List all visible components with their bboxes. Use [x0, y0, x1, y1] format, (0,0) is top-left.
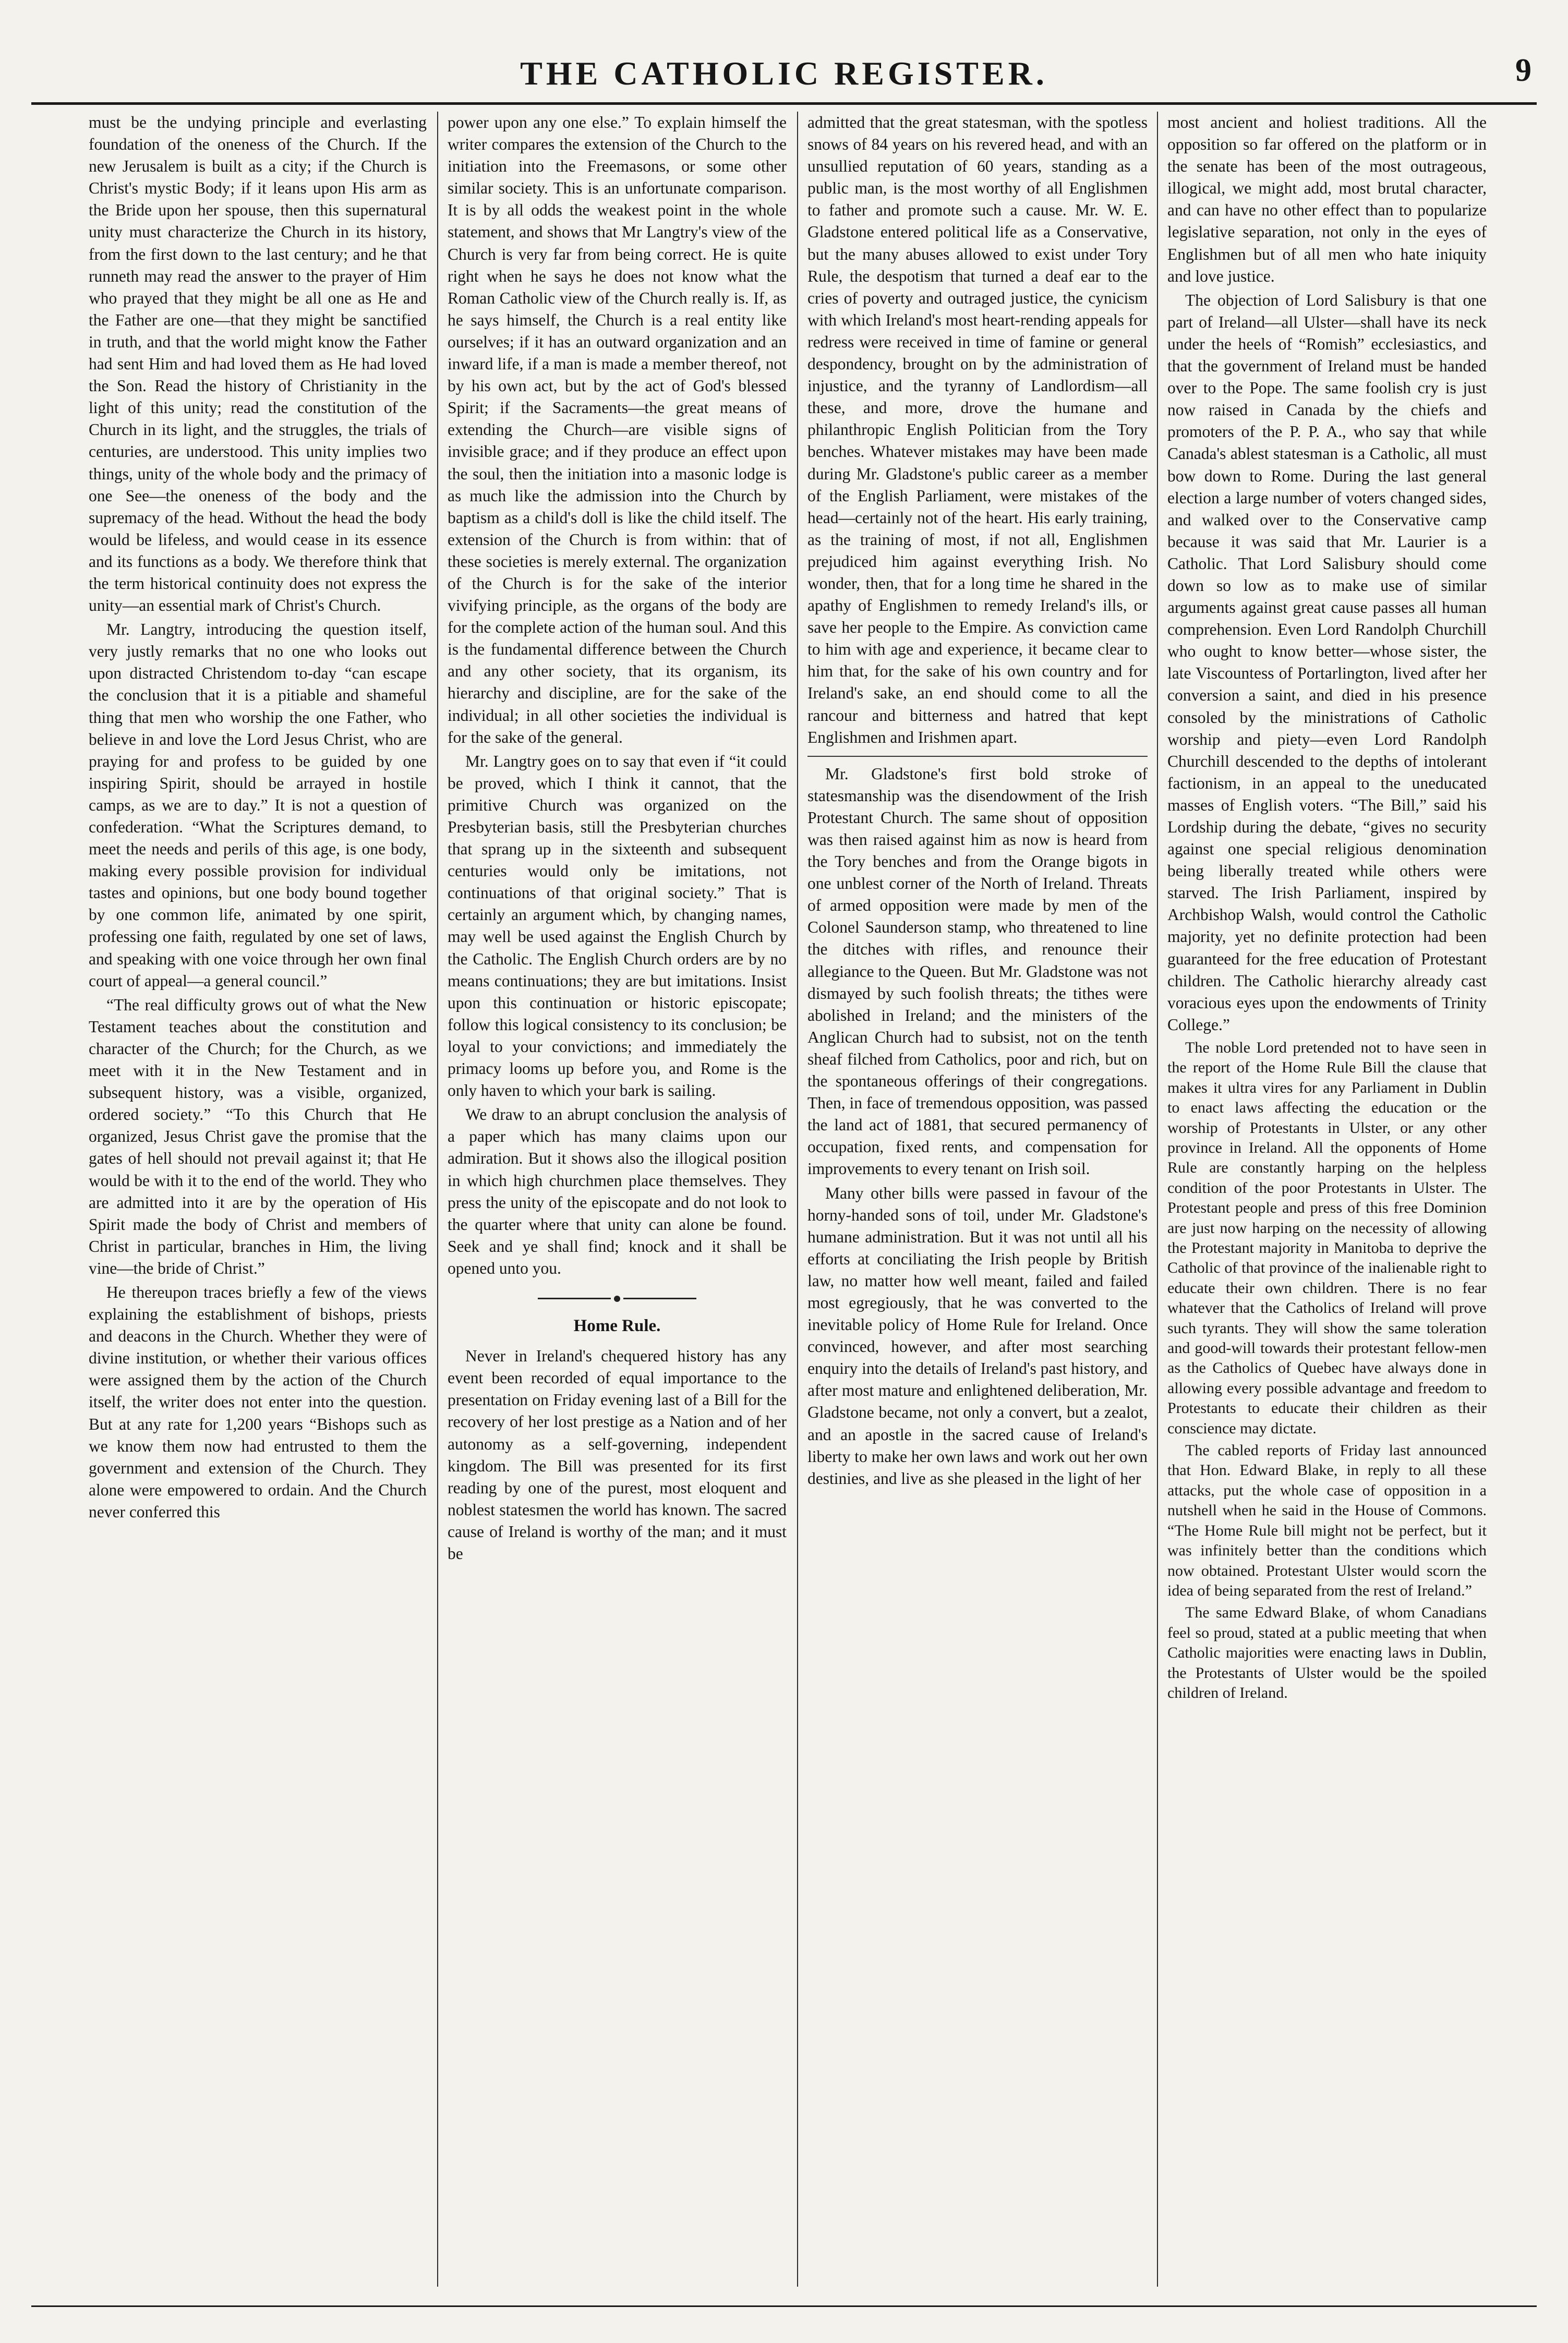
newspaper-title: THE CATHOLIC REGISTER.: [520, 55, 1048, 92]
paragraph: most ancient and holiest traditions. All the opposition so far offered on the platform or in the senate has been of the most outrageous, illogical, we might add, most brutal character, and can have no other effect than to popularize legislative separation, not only in the eyes of Englishmen but of all men who hate iniquity and love justice.: [1167, 113, 1487, 285]
paragraph: We draw to an abrupt conclusion the analysis of a paper which has many claims upon our admiration. But it shows also the illogical position in which high churchmen place themselves. They press the unity of the episcopate and do not look to the quarter where that unity can alone be found. Seek and ye shall find; knock and it shall be opened unto you.: [448, 1105, 787, 1277]
paragraph: The cabled reports of Friday last announced that Hon. Edward Blake, in reply to all these attacks, put the whole case of opposition in a nutshell when he said in the House of Commons. “The Home Rule bill might not be perfect, but it was infinitely better than the conditions which now obtained. Protestant Ulster would scorn the idea of being separated from the rest of Ireland.”: [1167, 1442, 1487, 1599]
column-1: [89, 112, 427, 2287]
column-rule: [437, 112, 438, 2287]
column-rule: [797, 112, 798, 2287]
section-heading: Home Rule.: [573, 1317, 661, 1336]
column-2: [448, 112, 787, 2287]
paragraph: power upon any one else.” To explain himself the writer compares the extension of the Church to the initiation into the Freemasons, or some other similar society. This is an unfortunate comparison. It is by all odds the weakest point in the whole statement, and shows that Mr Langtry's view of the Church is very far from being correct. He is quite right when he says he does not know what the Roman Catholic view of the Church really is. If, as he says himself, the Church is a real entity like ourselves; if it has an outward organization and an inward life, if a man is made a member thereof, not by his own act, but by the act of God's blessed Spirit; if the Sacraments—the great means of extending the Church—are visible signs of invisible grace; and if they produce an effect upon the soul, then the initiation into a masonic lodge is as much like the admission into the Church by baptism as a child's doll is like the child itself. The extension of the Church is from within: that of these societies is merely external. The organization of the Church is for the sake of the interior vivifying principle, as the organs of the body are for the complete action of the human soul. And this is the fundamental difference between the Church and any other society, that its organism, its hierarchy and discipline, are for the sake of the individual; in all other societies the individual is for the sake of the general.: [448, 113, 787, 746]
columns: [89, 112, 1487, 2287]
paragraph: Mr. Langtry, introducing the question itself, very justly remarks that no one who looks out upon distracted Christendom to-day “can escape the conclusion that it is a pitiable and shameful thing that men who worship the one Father, who believe in and love the Lord Jesus Christ, who are praying for and profess to be guided by one inspiring Spirit, should be arrayed in hostile camps, as we are to day.” It is not a question of confederation. “What the Scriptures demand, to meet the needs and perils of this age, is one body, making every possible provision for individual tastes and opinions, but one body bound together by one common life, animated by one spirit, professing one faith, regulated by one set of laws, and speaking with one voice through her own final court of appeal—a general council.”: [89, 620, 427, 990]
paragraph: Mr. Langtry goes on to say that even if “it could be proved, which I think it cannot, that the primitive Church was organized on the Presbyterian basis, still the Presbyterian churches that sprang up in the sixteenth and subsequent centuries would only be imitations, not continuations of that original society.” That is certainly an argument which, by changing names, may well be used against the English Church by the Catholic. The English Church orders are by no means continuations; they are but imitations. Insist upon this continuation or historic episcopate; follow this logical consistency to its conclusion; be loyal to your convictions; and immediately the primacy looms up before you, and Rome is the only haven to which your bark is sailing.: [448, 752, 787, 1100]
paragraph: must be the undying principle and everlasting foundation of the oneness of the Church. If the new Jerusalem is built as a city; if the Church is Christ's mystic Body; if it leans upon His arm as the Bride upon her spouse, then this supernatural unity must characterize the Church in its history, from the first down to the last century; and he that runneth may read the answer to the prayer of Him who prayed that they might be all one as He and the Father are one—that they might be sanctified in truth, and that the world might know the Father had sent Him and had loved them as He had loved the Son. Read the history of Christianity in the light of this unity; read the constitution of the Church in its light, and the struggles, the trials of centuries, are understood. This unity implies two things, unity of the whole body and the primacy of one See—the oneness of the body and the supremacy of the head. Without the head the body would be lifeless, and would cease in its essence and its functions as a body. We therefore think that the term historical continuity does not express the unity—an essential mark of Christ's Church.: [89, 113, 427, 615]
page-number: 9: [1515, 53, 1531, 88]
footer-rule: [31, 2305, 1537, 2307]
paragraph: He thereupon traces briefly a few of the views explaining the establishment of bishops, priests and deacons in the Church. Whether they were of divine institution, or whether their various offices were assigned them by the action of the Church itself, the writer does not enter into the question. But at any rate for 1,200 years “Bishops such as we know them now had entrusted to them the government and extension of the Church. They alone were empowered to ordain. And the Church never conferred this: [89, 1283, 427, 1521]
column-rule: [1157, 112, 1158, 2287]
paragraph: Never in Ireland's chequered history has any event been recorded of equal importance to the presentation on Friday evening last of a Bill for the recovery of her lost prestige as a Nation and of her autonomy as a self-governing, independent kingdom. The Bill was presented for its first reading by one of the purest, most eloquent and noblest statesmen the world has known. The sacred cause of Ireland is worthy of the man; and it must be: [448, 1347, 787, 1563]
paragraph: The noble Lord pretended not to have seen in the report of the Home Rule Bill the clause that makes it ultra vires for any Parliament in Dublin to enact laws affecting the education or the worship of Protestants in Ulster, or any other province in Ireland. All the opponents of Home Rule are constantly harping on the helpless condition of the poor Protestants in Ulster. The Protestant people and press of this free Dominion are just now harping on the necessity of allowing the Protestant majority in Manitoba to deprive the Catholic of that province of the inalienable right to educate their own children. There is no fear whatever that the Catholics of Ireland will prove such tyrants. They will show the same toleration and good-will towards their protestant fellow-men as the Catholics of Quebec have always done in allowing every possible advantage and freedom to Protestants to educate their children as their conscience may dictate.: [1167, 1038, 1487, 1437]
column-4: [1167, 112, 1487, 2287]
paragraph: The objection of Lord Salisbury is that one part of Ireland—all Ulster—shall have its neck under the heels of “Romish” ecclesiastics, and that the government of Ireland must be handed over to the Pope. The same foolish cry is just now raised in Canada by the chiefs and promoters of the P. P. A., who say that while Canada's ablest statesman is a Catholic, all must bow down to Rome. During the last general election a large number of voters changed sides, and walked over to the Conservative camp because it was said that Mr. Laurier is a Catholic. That Lord Salisbury should come down so low as to make use of similar arguments against great cause passes all human comprehension. Even Lord Randolph Churchill who ought to know better—whose sister, the late Viscountess of Portarlington, lived after her conversion a saint, and died in his presence consoled by the ministrations of Catholic worship and piety—even Lord Randolph Churchill descended to the depths of intolerant factionism, in an appeal to the uneducated masses of English voters. “The Bill,” said his Lordship during the debate, “gives no security against one special religious denomination being liberally treated while others were starved. The Irish Parliament, inspired by Archbishop Walsh, would control the Catholic majority, yet no definite protection had been guaranteed for the free education of Protestant children. The Catholic hierarchy already cast voracious eyes upon the endowments of Trinity College.”: [1167, 291, 1487, 1034]
section-divider: [448, 1287, 787, 1309]
paragraph: Mr. Gladstone's first bold stroke of statesmanship was the disendowment of the Irish Protestant Church. The same shout of opposition was then raised against him as now is heard from the Tory benches and from the Orange bigots in one unblest corner of the North of Ireland. Threats of armed opposition were made by men of the Colonel Saunderson stamp, who threatened to line the ditches with rifles, and renounce their allegiance to the Queen. But Mr. Gladstone was not dismayed by such foolish threats; the tithes were abolished in Ireland; and the ministers of the Anglican Church had to subsist, not on the tenth sheaf filched from Catholics, poor and rich, but on the spontaneous offerings of their congregations. Then, in face of tremendous opposition, was passed the land act of 1881, that secured permanency of occupation, fixed rents, and compensation for improvements to every tenant on Irish soil.: [807, 764, 1148, 1178]
column-3: [807, 112, 1148, 2287]
masthead: [31, 52, 1537, 102]
paragraph: admitted that the great statesman, with the spotless snows of 84 years on his revered head, and with an unsullied reputation of 60 years, standing as a public man, is the most worthy of all Englishmen to father and promote such a cause. Mr. W. E. Gladstone entered political life as a Conservative, but the many abuses allowed to exist under Tory Rule, the despotism that turned a deaf ear to the cries of poverty and outraged justice, the cynicism with which Ireland's most heart-rending appeals for redress were received in time of famine or general despondency, brought on by the administration of injustice, and the tyranny of Landlordism—all these, and more, drove the humane and philanthropic English Politician from the Tory benches. Whatever mistakes may have been made during Mr. Gladstone's public career as a member of the English Parliament, were mistakes of the head—certainly not of the heart. His early training, as the training of most, if not all, Englishmen prejudiced him against everything Irish. No wonder, then, that for a long time he shared in the apathy of Englishmen to remedy Ireland's ills, or save her people to the Empire. As conviction came to him with age and experience, it became clear to him that, for the sake of his own country and for Ireland's sake, an end should come to all the rancour and bitterness and hatred that kept Englishmen and Irishmen apart.: [807, 113, 1148, 746]
paragraph-rule: [807, 756, 1148, 757]
paragraph: The same Edward Blake, of whom Canadians feel so proud, stated at a public meeting that when Catholic majorities were enacting laws in Dublin, the Protestants of Ulster would be the spoiled children of Ireland.: [1167, 1604, 1487, 1701]
paragraph: “The real difficulty grows out of what the New Testament teaches about the constitution and character of the Church; for the Church, as we meet with it in the New Testament and in subsequent history, was a visible, organized, ordered society.” “To this Church that He organized, Jesus Christ gave the promise that the gates of hell should not prevail against it; that He would be with it to the end of the world. They who are admitted into it are by the operation of His Spirit made the body of Christ and members of Christ in particular, branches in Him, the living vine—the bride of Christ.”: [89, 995, 427, 1277]
masthead-rule: [31, 102, 1537, 105]
paragraph: Many other bills were passed in favour of the horny-handed sons of toil, under Mr. Gladstone's humane administration. But it was not until all his efforts at conciliating the Irish people by British law, no matter how well meant, failed and failed most egregiously, that he was converted to the inevitable policy of Home Rule for Ireland. Once convinced, however, and after most searching enquiry into the details of Ireland's past history, and after most mature and enlightened deliberation, Mr. Gladstone became, not only a convert, but a zealot, and an apostle in the sacred cause of Ireland's liberty to make her own laws and work out her own destinies, and live as she pleased in the light of her: [807, 1183, 1148, 1488]
